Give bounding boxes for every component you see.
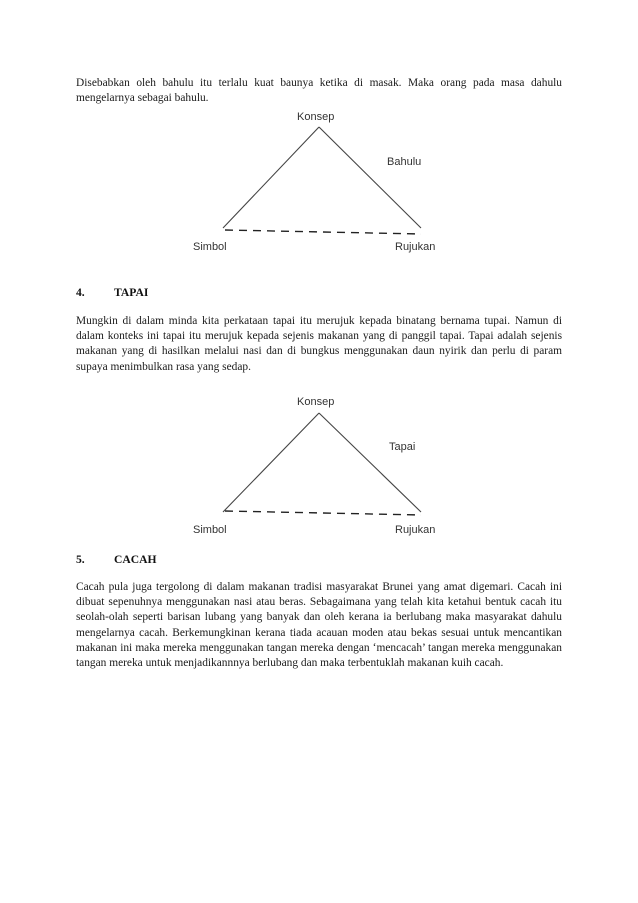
tapai-paragraph: Mungkin di dalam minda kita perkataan tapai itu merujuk kepada binatang bernama tupai. Namun di dalam konteks ini tapai itu merujuk kepada sejenis makanan yang di panggil tapai. Tapai adalah sejenis makanan yang di hasilkan melalui nasi dan di bungkus menggunakan daun nyirik dan perlu di param supaya menimbulkan rasa yang sedap. [76,315,562,373]
intro-paragraph: Disebabkan oleh bahulu itu terlalu kuat baunya ketika di masak. Maka orang pada masa dahulu mengelarnya sebagai bahulu. [76,77,562,105]
semiotic-triangle-bahulu [185,108,455,258]
section-title: TAPAI [114,286,149,299]
cacah-paragraph: Cacah pula juga tergolong di dalam makanan tradisi masyarakat Brunei yang amat digemari. Cacah ini dibuat sepenuhnya menggunakan nasi atau beras. Sebagaimana yang telah kita ketahui bentuk cacah itu seolah-olah seperti barisan lubang yang banyak dan oleh kerana ia berlubang maka masyarakat dahulu mengelarnya cacah. Berkemungkinan kerana tiada acauan moden atau bekas sesuai untuk mencantikan makanan ini maka mereka menggunakan tangan mereka dengan ‘mencacah’ tangan mereka menggunakan tangan mereka untuk menjadikannnya berlubang dan maka terbentuklah makanan kuih cacah. [76,581,562,670]
triangle-left-edge [223,413,319,512]
section-heading-tapai [76,286,148,299]
label-konsep: Konsep [297,396,335,408]
label-simbol: Simbol [193,241,227,253]
semiotic-triangle-tapai [185,392,455,542]
section-title: CACAH [114,553,157,566]
triangle-diagram-tapai [185,392,455,542]
label-bahulu: Bahulu [387,156,422,168]
triangle-right-edge [319,413,421,512]
label-konsep: Konsep [297,111,335,123]
section-number: 4. [76,286,85,299]
section-heading-cacah [76,553,157,566]
section-number: 5. [76,553,85,566]
label-tapai: Tapai [389,441,416,453]
triangle-right-edge [319,127,421,228]
label-simbol: Simbol [193,524,227,536]
triangle-left-edge [223,127,319,228]
triangle-dashed-base [225,230,421,234]
label-rujukan: Rujukan [395,524,436,536]
triangle-dashed-base [225,511,421,515]
triangle-diagram-bahulu [185,108,455,258]
label-rujukan: Rujukan [395,241,436,253]
